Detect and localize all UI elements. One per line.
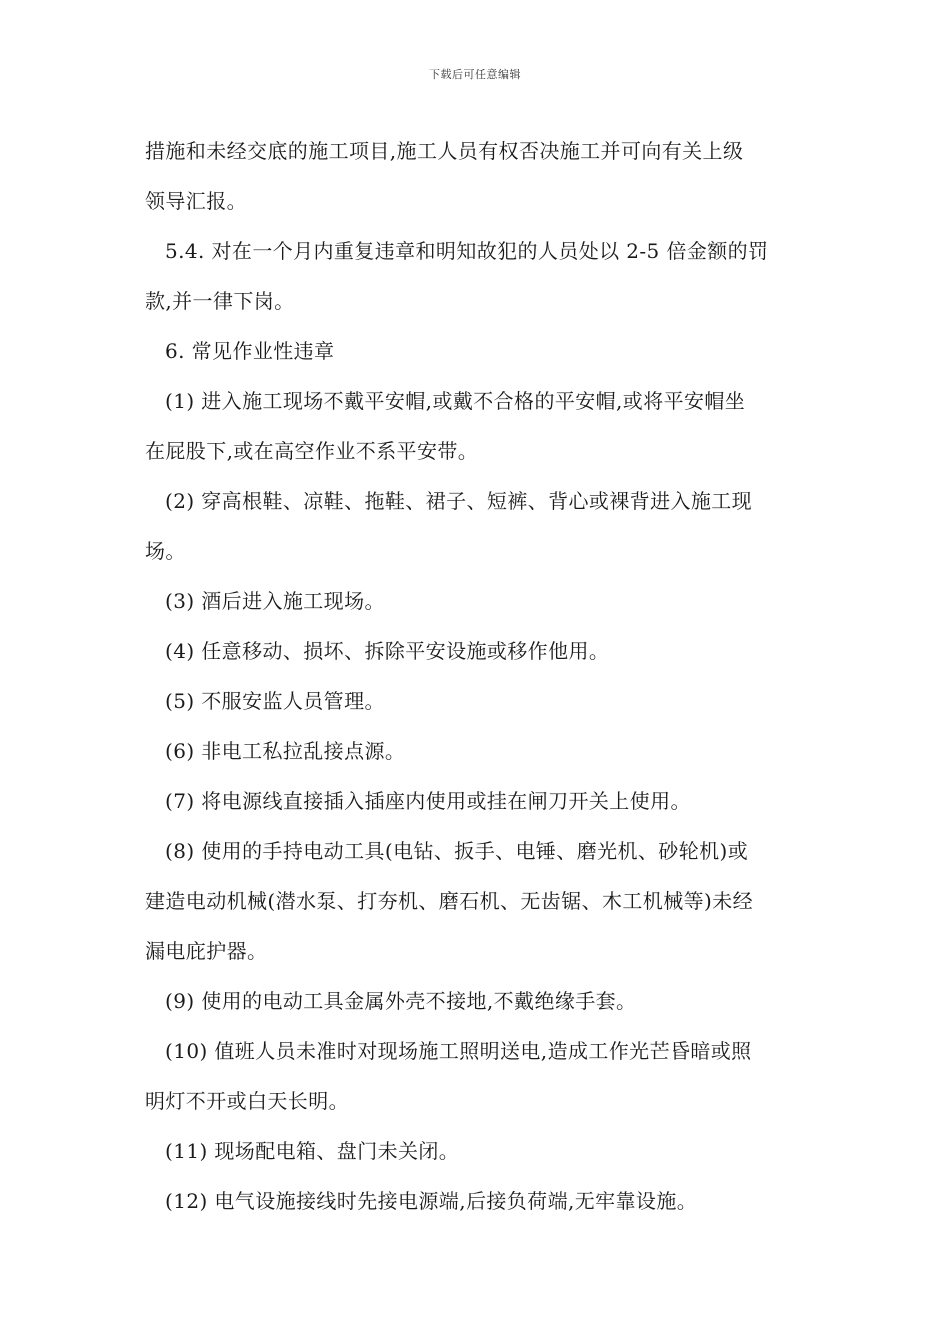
text-line-7: 在屁股下,或在高空作业不系平安带。 <box>145 439 479 463</box>
text-line-14: (7) 将电源线直接插入插座内使用或挂在闸刀开关上使用。 <box>165 789 691 813</box>
text-line-8: (2) 穿高根鞋、凉鞋、拖鞋、裙子、短裤、背心或裸背进入施工现 <box>165 489 753 513</box>
text-line-6: (1) 进入施工现场不戴平安帽,或戴不合格的平安帽,或将平安帽坐 <box>165 389 746 413</box>
section-heading: 6. 常见作业性违章 <box>165 339 335 363</box>
text-line-19: (10) 值班人员未准时对现场施工照明送电,造成工作光芒昏暗或照 <box>165 1039 752 1063</box>
text-line-12: (5) 不服安监人员管理。 <box>165 689 385 713</box>
text-line-16: 建造电动机械(潜水泵、打夯机、磨石机、无齿锯、木工机械等)未经 <box>145 889 754 913</box>
text-line-3: 5.4. 对在一个月内重复违章和明知故犯的人员处以 2-5 倍金额的罚 <box>165 239 769 263</box>
text-line-1: 措施和未经交底的施工项目,施工人员有权否决施工并可向有关上级 <box>145 139 744 163</box>
text-line-4: 款,并一律下岗。 <box>145 289 295 313</box>
text-line-2: 领导汇报。 <box>145 189 247 213</box>
text-line-22: (12) 电气设施接线时先接电源端,后接负荷端,无牢靠设施。 <box>165 1189 698 1213</box>
page-header: 下载后可任意编辑 <box>429 68 521 81</box>
text-line-20: 明灯不开或白天长明。 <box>145 1089 349 1113</box>
text-line-18: (9) 使用的电动工具金属外壳不接地,不戴绝缘手套。 <box>165 989 637 1013</box>
text-line-15: (8) 使用的手持电动工具(电钻、扳手、电锤、磨光机、砂轮机)或 <box>165 839 749 863</box>
text-line-10: (3) 酒后进入施工现场。 <box>165 589 385 613</box>
text-line-17: 漏电庇护器。 <box>145 939 268 963</box>
text-line-11: (4) 任意移动、损坏、拆除平安设施或移作他用。 <box>165 639 610 663</box>
text-line-13: (6) 非电工私拉乱接点源。 <box>165 739 406 763</box>
text-line-9: 场。 <box>145 539 186 563</box>
document-body <box>145 126 807 1226</box>
text-line-21: (11) 现场配电箱、盘门未关闭。 <box>165 1139 460 1163</box>
